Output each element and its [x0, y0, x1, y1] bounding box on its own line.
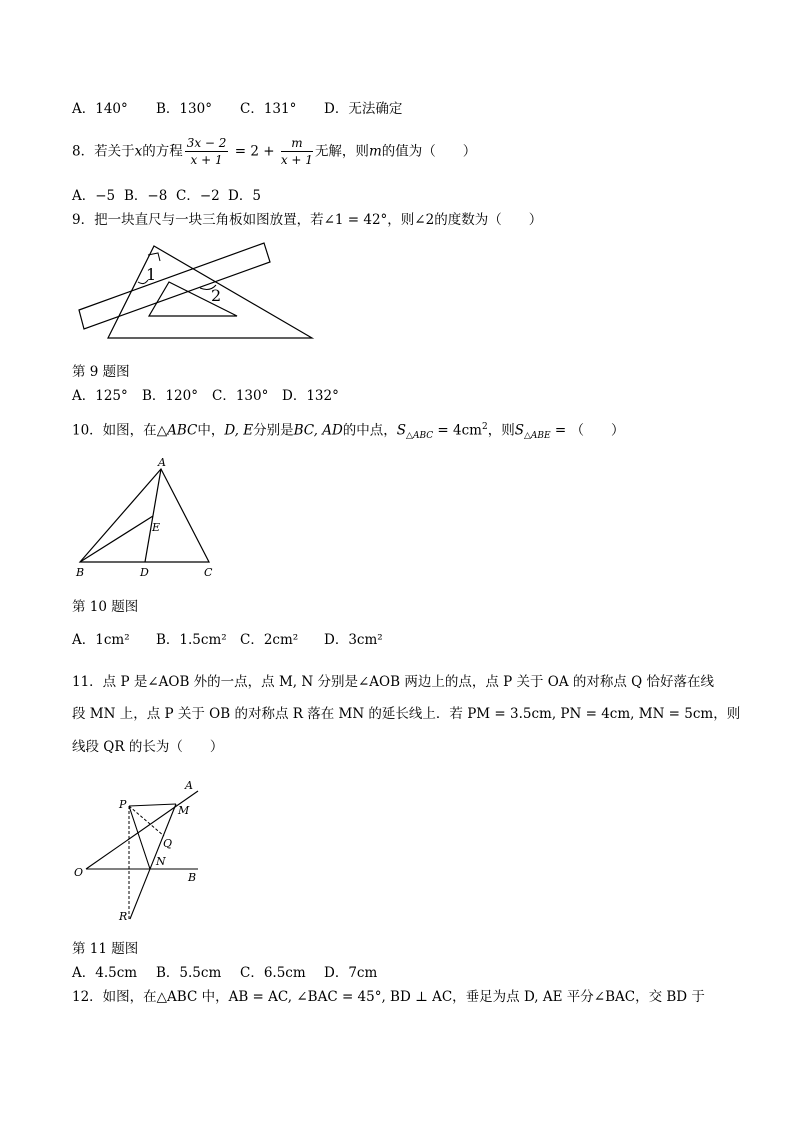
q11-label-m: M — [178, 804, 190, 817]
q10-s4: 的中点， — [342, 422, 397, 439]
q11-figure — [70, 773, 210, 929]
q11-label-a: A — [185, 779, 193, 792]
q10-options — [72, 634, 383, 648]
q7-option-c: C．131° — [240, 101, 297, 117]
q11-label-b: B — [188, 871, 197, 884]
q8-options — [72, 190, 261, 204]
q11-stem-line-1: 11．点 P 是∠AOB 外的一点，点 M, N 分别是∠AOB 两边上的点，点 P 关于 OA 的对称点 Q 恰好落在线 — [72, 674, 715, 690]
q8-fraction-2 — [281, 136, 313, 168]
q10-label-d: D — [140, 566, 149, 579]
q11-option-c: C．6.5cm — [240, 965, 306, 981]
q10-s1: 10．如图，在 — [72, 422, 157, 439]
q10-option-a: A．1cm² — [72, 632, 130, 648]
q9-caption: 第 9 题图 — [72, 364, 130, 380]
q9-option-b: B．120° — [142, 388, 198, 404]
q10-label-b: B — [76, 566, 85, 579]
q10-segment-be — [80, 516, 153, 562]
q8-mid: 的方程 — [142, 143, 183, 160]
q9-option-c: C．130° — [212, 388, 269, 404]
q10-label-c: C — [204, 566, 213, 579]
q11-line-mnr — [130, 804, 176, 919]
q10-s2: 中， — [197, 422, 225, 439]
q8-prefix: 8．若关于 — [72, 143, 135, 160]
q8-end: 的值为（ ） — [381, 143, 477, 160]
q8-option-d: D．5 — [228, 188, 261, 204]
q11-options — [72, 967, 377, 981]
q8-frac2-num: m — [281, 136, 313, 152]
q9-stem: 9．把一块直尺与一块三角板如图放置，若∠1 = 42°，则∠2的度数为（ ） — [72, 212, 543, 228]
q8-frac2-den: x + 1 — [280, 153, 313, 168]
q9-option-a: A．125° — [72, 388, 128, 404]
q10-points-de: D, E — [224, 422, 254, 439]
q11-label-n: N — [156, 855, 166, 868]
q10-area-symbol-1: S — [396, 422, 407, 439]
q10-stem — [72, 423, 625, 441]
q10-area-sub-2: △ABE — [523, 431, 551, 442]
q11-stem-line-3: 线段 QR 的长为（ ） — [72, 739, 224, 755]
q9-triangle-outer — [108, 246, 312, 338]
q10-s3: 分别是 — [253, 422, 294, 439]
q11-segment-pm — [129, 804, 176, 806]
q7-option-b: B．130° — [156, 101, 212, 117]
q8-equals: = 2 + — [230, 143, 279, 160]
q10-caption: 第 10 题图 — [72, 599, 139, 615]
q11-ray-oa — [86, 791, 198, 869]
q11-option-b: B．5.5cm — [156, 965, 222, 981]
q9-label-2: 2 — [211, 286, 222, 305]
q11-stem-line-2: 段 MN 上，点 P 关于 OB 的对称点 R 落在 MN 的延长线上．若 PM = 3.5cm, PN = 4cm, MN = 5cm，则 — [72, 706, 741, 722]
q10-label-a: A — [158, 456, 166, 469]
q11-label-o: O — [74, 866, 84, 879]
q8-option-c: C．−2 — [176, 188, 220, 204]
q10-area-sub-1: △ABC — [406, 431, 434, 442]
q12-stem: 12．如图，在△ABC 中，AB = AC, ∠BAC = 45°, BD ⊥ AC，垂足为点 D, AE 平分∠BAC，交 BD 于 — [72, 989, 705, 1005]
q9-option-d: D．132° — [282, 388, 339, 404]
q10-option-b: B．1.5cm² — [156, 632, 227, 648]
q10-s5: ，则 — [487, 422, 515, 439]
q10-area-sup: 2 — [482, 422, 488, 432]
q10-s6: = （ ） — [550, 422, 625, 439]
q8-option-a: A．−5 — [72, 188, 116, 204]
q10-label-e: E — [152, 521, 161, 534]
q8-var-m: m — [368, 143, 382, 160]
q11-label-p: P — [119, 798, 127, 811]
q8-frac1-den: x + 1 — [190, 153, 223, 168]
q11-option-d: D．7cm — [324, 965, 378, 981]
q11-label-r: R — [119, 910, 128, 923]
q10-area-symbol-2: S — [514, 422, 524, 439]
q10-option-d: D．3cm² — [324, 632, 383, 648]
q8-option-b: B．−8 — [124, 188, 168, 204]
q9-options — [72, 390, 339, 404]
q7-option-a: A．140° — [72, 101, 128, 117]
q7-option-d: D．无法确定 — [324, 101, 403, 117]
q8-suffix: 无解，则 — [314, 143, 369, 160]
q9-label-1: 1 — [146, 265, 157, 284]
q11-caption: 第 11 题图 — [72, 941, 139, 957]
q8-frac1-num: 3x − 2 — [185, 136, 229, 152]
q10-triangle-abc — [80, 469, 209, 562]
q11-label-q: Q — [163, 837, 173, 850]
q9-right-angle-mark — [148, 253, 160, 261]
q10-segment-ad — [145, 469, 161, 562]
q11-option-a: A．4.5cm — [72, 965, 138, 981]
q7-options — [72, 103, 402, 117]
q8-stem — [72, 136, 476, 168]
q9-figure — [72, 242, 322, 346]
q10-option-c: C．2cm² — [240, 632, 299, 648]
q10-figure — [70, 456, 220, 582]
q8-var-x: x — [134, 143, 143, 160]
q8-fraction-1 — [185, 136, 229, 168]
q10-area-eq: = 4cm — [433, 422, 482, 439]
q10-segments: BC, AD — [293, 422, 343, 439]
q10-triangle: △ABC — [156, 422, 198, 439]
